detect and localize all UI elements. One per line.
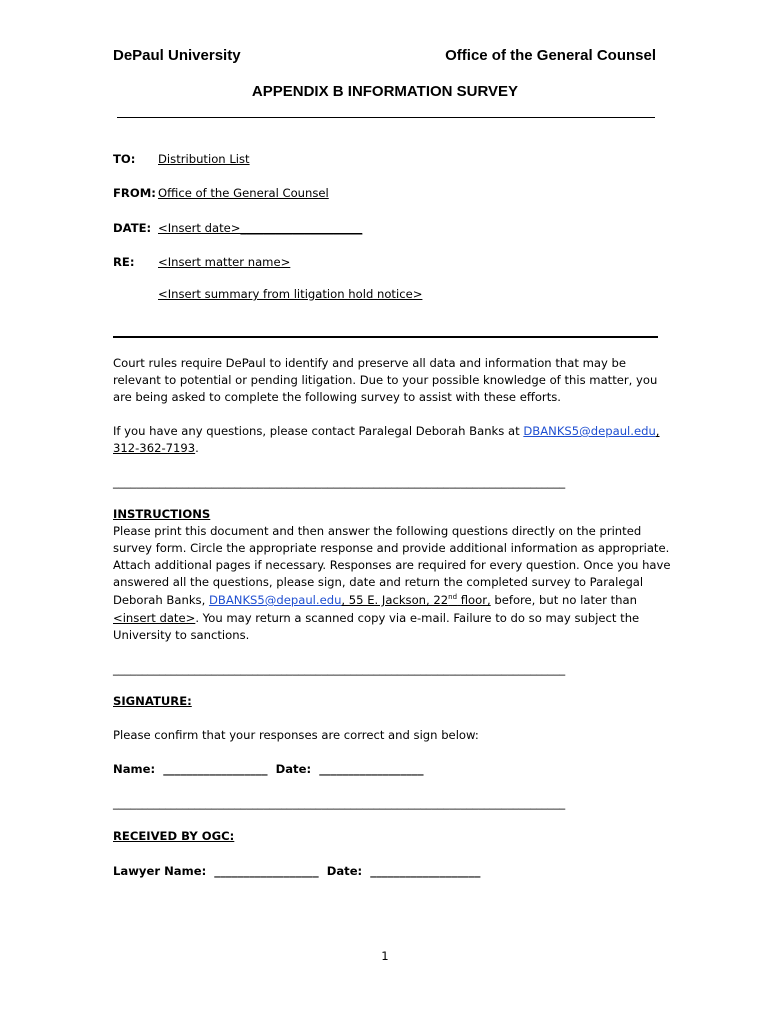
signature-line [113,761,424,778]
instructions-heading: INSTRUCTIONS [113,507,211,521]
signature-prompt: Please confirm that your responses are correct and sign below: [113,728,479,742]
signature-date-label: Date: [275,762,312,776]
document-title: APPENDIX B INFORMATION SURVEY [251,83,519,100]
title-rule [117,117,655,118]
intro-line-2: relevant to potential or pending litigation. Due to your possible knowledge of this matter, you [113,373,658,387]
contact-line: If you have any questions, please contact Paralegal Deborah Banks at DBANKS5@depaul.edu, [113,424,660,438]
received-date-blank[interactable]: ___________________ [370,864,481,878]
from-value: Office of the General Counsel [158,186,329,200]
name-blank[interactable]: __________________ [163,762,268,776]
lawyer-name-label: Lawyer Name: [113,864,207,878]
instructions-line-6: <insert date>. You may return a scanned copy via e-mail. Failure to do so may subject the [113,611,640,625]
instructions-line-5: Deborah Banks, DBANKS5@depaul.edu, 55 E. Jackson, 22nd floor, before, but no later than [113,593,637,607]
signature-date-blank[interactable]: __________________ [319,762,424,776]
instructions-line-3: Attach additional pages if necessary. Responses are required for every question. Once you have [113,558,671,572]
return-date-placeholder: <insert date> [113,611,196,625]
re-label: RE: [113,255,135,269]
office-name: Office of the General Counsel [445,47,656,64]
date-value: <Insert date>_____________________ [158,221,363,235]
contact-phone: 312-362-7193 [113,441,196,455]
signature-heading: SIGNATURE: [113,694,192,708]
page-number: 1 [381,949,389,963]
instructions-email-link[interactable]: DBANKS5@depaul.edu [208,593,342,607]
memo-rule [113,336,658,338]
to-value: Distribution List [158,152,250,166]
contact-email-link[interactable]: DBANKS5@depaul.edu [523,424,656,438]
lawyer-line [113,863,480,880]
instructions-line-4: answered all the questions, please sign, date and return the completed survey to Paralegal [113,575,644,589]
date-label: DATE: [113,221,152,235]
intro-line-3: are being asked to complete the following survey to assist with these efforts. [113,390,561,404]
name-label: Name: [113,762,156,776]
divider-2: ______________________________________________________________________________ [113,662,566,676]
divider-1: ______________________________________________________________________________ [113,475,566,489]
summary-placeholder: <Insert summary from litigation hold notice> [158,287,423,301]
received-heading: RECEIVED BY OGC: [113,829,235,843]
instructions-line-1: Please print this document and then answer the following questions directly on the printed [113,524,642,538]
contact-phone-line: 312-362-7193. [113,441,199,455]
lawyer-name-blank[interactable]: __________________ [214,864,319,878]
divider-3: ______________________________________________________________________________ [113,796,566,810]
intro-line-1: Court rules require DePaul to identify and preserve all data and information that may be [113,356,627,370]
instructions-line-2: survey form. Circle the appropriate response and provide additional information as appropriate. [113,541,670,555]
instructions-line-7: University to sanctions. [113,628,250,642]
received-date-label: Date: [326,864,363,878]
to-label: TO: [113,152,136,166]
re-value: <Insert matter name> [158,255,291,269]
from-label: FROM: [113,186,156,200]
university-name: DePaul University [113,47,241,64]
